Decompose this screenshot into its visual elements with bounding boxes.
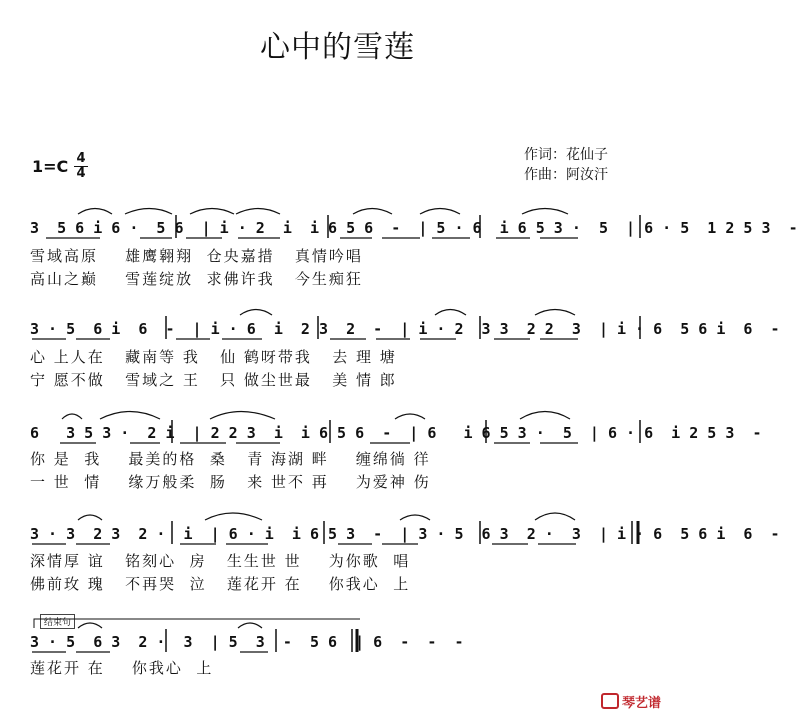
slur: [535, 513, 575, 520]
slur: [210, 412, 275, 420]
coda-label: 结束句: [40, 614, 75, 629]
system-2-notes: 3 · 5 6 i 6 - | i · 6 i 2 3 2 - | i · 2 3 3 2 2 3 | i · 6 5 6 i 6 -: [30, 320, 780, 338]
slur: [353, 209, 392, 215]
slur: [240, 310, 272, 316]
slur: [435, 310, 466, 316]
system-4-notes: 3 · 3 2 3 2 · i | 6 · i i 6 5 3 - | 3 · 5 6 3 2 · 3 | i · 6 5 6 i 6 -: [30, 525, 780, 543]
song-title: 心中的雪莲: [260, 30, 415, 65]
slur: [520, 412, 570, 420]
time-signature-bottom: 4: [76, 166, 86, 181]
system-4-lyric-verse2: 佛前玫 瑰 不再哭 泣 莲花开 在 你我心 上: [30, 575, 411, 593]
slur: [395, 414, 425, 419]
system-3-lyric-verse2: 一 世 情 缘万般柔 肠 来 世不 再 为爱神 伤: [30, 473, 431, 491]
slur: [522, 209, 568, 215]
composer-credit: 作曲：阿汝汗: [524, 167, 608, 183]
slur: [535, 310, 575, 316]
system-4-lyric-verse1: 深情厚 谊 铭刻心 房 生生世 世 为你歌 唱: [30, 552, 411, 570]
site-logo-text: 琴艺谱: [621, 696, 661, 711]
slur: [236, 209, 280, 215]
slur: [78, 209, 112, 215]
slur: [205, 513, 262, 520]
time-signature: [74, 153, 88, 180]
slur: [238, 623, 262, 628]
system-5-notes: 3 · 5 6 3 2 · 3 | 5 3 - 5 6 | 6 - - -: [30, 633, 464, 651]
key-signature: 1=C: [32, 157, 69, 176]
system-1-lyric-verse2: 高山之巅 雪莲绽放 求佛许我 今生痴狂: [30, 270, 363, 288]
slur: [190, 209, 234, 215]
lyricist-credit: 作词：花仙子: [524, 147, 608, 163]
piano-icon: [601, 693, 619, 709]
system-3-lyric-verse1: 你 是 我 最美的格 桑 青 海湖 畔 缠绵徜 徉: [30, 450, 431, 468]
slur: [78, 623, 102, 628]
system-1-lyric-verse1: 雪域高原 雄鹰翱翔 仓央嘉措 真情吟唱: [30, 247, 363, 265]
slur: [78, 515, 102, 520]
site-logo: [601, 692, 661, 711]
system-5-lyric-verse1: 莲花开 在 你我心 上: [30, 659, 214, 677]
time-signature-top: 4: [76, 151, 86, 166]
slur: [62, 414, 82, 419]
slur: [100, 412, 160, 420]
system-3-notes: 6 3 5 3 · 2 i | 2 2 3 i i 6 5 6 - | 6 i 6 5 3 · 5 | 6 · 6 i 2 5 3 -: [30, 424, 762, 442]
slur: [420, 209, 460, 215]
system-2-lyric-verse1: 心 上人在 藏南等 我 仙 鹤呀带我 去 理 塘: [30, 348, 397, 366]
slur: [125, 209, 172, 215]
system-2-lyric-verse2: 宁 愿不做 雪域之 王 只 做尘世最 美 情 郎: [30, 371, 397, 389]
system-1-notes: 3 5 6 i 6 · 5 6 | i · 2 i i 6 5 6 - | 5 · 6 i 6 5 3 · 5 | 6 · 5 1 2 5 3 -: [30, 219, 798, 237]
slur: [400, 515, 430, 520]
